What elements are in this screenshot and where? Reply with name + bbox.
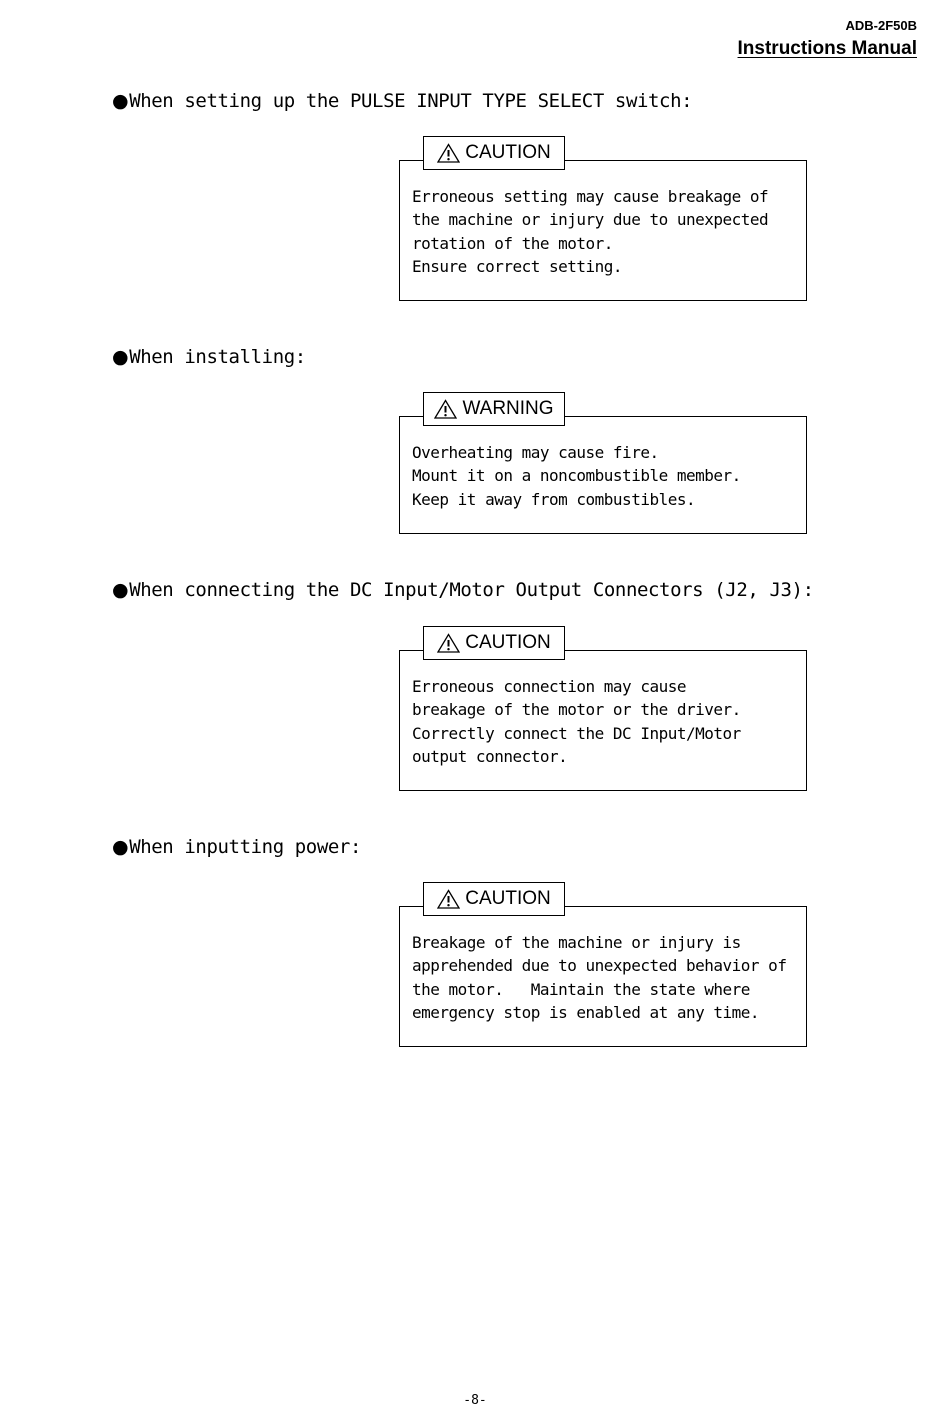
notice-line: Breakage of the machine or injury is <box>412 933 741 952</box>
page-number: -8- <box>463 1393 487 1408</box>
notice-line: Mount it on a noncombustible member. <box>412 466 741 486</box>
notice-line: Keep it away from combustibles. <box>412 489 696 509</box>
notice-line: Erroneous connection may cause <box>412 677 686 696</box>
document-title: Instructions Manual <box>737 38 917 59</box>
caution-notice-box <box>399 888 807 1047</box>
notice-line: the motor. Maintain the state where <box>412 979 750 999</box>
bullet-icon: ● <box>112 579 129 601</box>
warning-notice-box <box>399 398 807 534</box>
notice-text <box>412 441 798 511</box>
notice-label: CAUTION <box>465 632 551 653</box>
notice-line: emergency stop is enabled at any time. <box>412 1003 760 1023</box>
bullet-icon: ● <box>112 90 129 112</box>
notice-text <box>412 931 798 1025</box>
notice-label-tab <box>423 626 565 660</box>
bullet-icon: ● <box>112 346 129 368</box>
notice-line: breakage of the motor or the driver. <box>412 700 741 720</box>
notice-line: Ensure correct setting. <box>412 257 623 277</box>
notice-label-tab <box>423 136 565 170</box>
notice-label-tab <box>423 392 565 426</box>
caution-notice-box <box>399 632 807 791</box>
section-heading: ●When connecting the DC Input/Motor Output Connectors (J2, J3): <box>112 579 814 601</box>
caution-notice-box <box>399 142 807 301</box>
warning-triangle-icon <box>437 143 460 163</box>
notice-text <box>412 675 798 769</box>
notice-label-tab <box>423 882 565 916</box>
notice-line: apprehended due to unexpected behavior of <box>412 956 787 976</box>
notice-line: Erroneous setting may cause breakage of <box>412 187 769 206</box>
notice-line: Overheating may cause fire. <box>412 443 659 462</box>
warning-triangle-icon <box>434 399 457 419</box>
notice-text <box>412 185 798 279</box>
section-heading: ●When setting up the PULSE INPUT TYPE SELECT switch: <box>112 90 693 112</box>
notice-line: rotation of the motor. <box>412 233 613 253</box>
notice-label: CAUTION <box>465 888 551 909</box>
section-heading: ●When inputting power: <box>112 836 362 858</box>
notice-line: the machine or injury due to unexpected <box>412 210 769 230</box>
notice-line: output connector. <box>412 747 568 767</box>
warning-triangle-icon <box>437 889 460 909</box>
bullet-icon: ● <box>112 836 129 858</box>
section-heading: ●When installing: <box>112 346 306 368</box>
notice-line: Correctly connect the DC Input/Motor <box>412 723 741 743</box>
warning-triangle-icon <box>437 633 460 653</box>
notice-label: WARNING <box>462 398 554 419</box>
notice-label: CAUTION <box>465 142 551 163</box>
document-model: ADB-2F50B <box>845 18 917 33</box>
